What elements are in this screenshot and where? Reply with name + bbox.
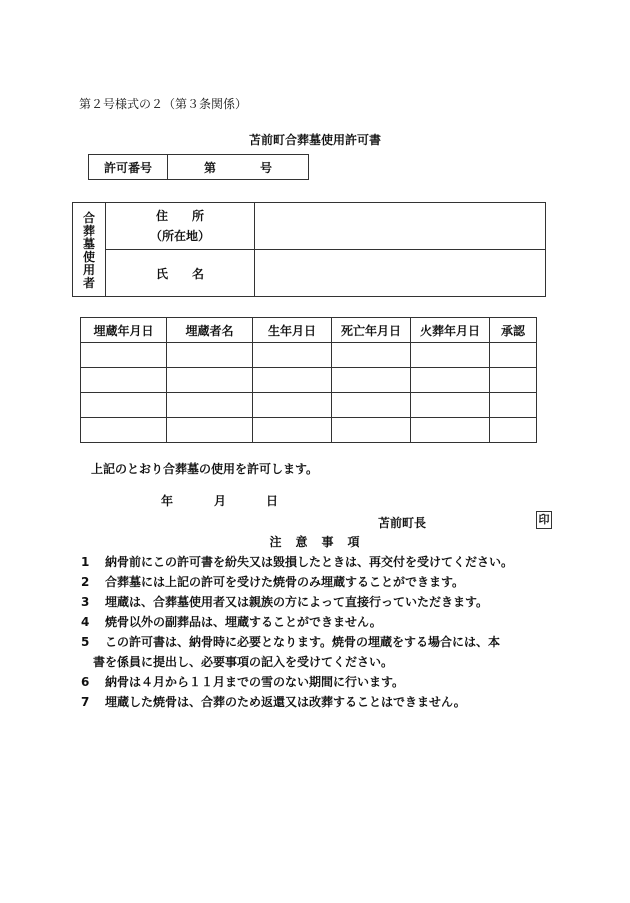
note-number: 2 (81, 575, 90, 589)
note-text: 納骨前にこの許可書を紛失又は毀損したときは、再交付を受けてください。 (105, 555, 514, 569)
table-cell[interactable] (411, 343, 490, 368)
note-number: 1 (81, 555, 90, 569)
table-row (81, 368, 537, 393)
address-label: 住 所 (155, 209, 204, 223)
table-cell[interactable] (253, 368, 332, 393)
table-cell[interactable] (332, 343, 411, 368)
permit-number-prefix: 第 (203, 160, 216, 175)
table-cell[interactable] (167, 393, 253, 418)
side-label-char: 用 (82, 262, 95, 277)
side-label-char: 墓 (82, 236, 95, 251)
table-cell[interactable] (411, 393, 490, 418)
document-title: 苫前町合葬墓使用許可書 (248, 133, 381, 147)
table-cell[interactable] (490, 393, 537, 418)
table-cell[interactable] (490, 368, 537, 393)
side-label-char: 使 (82, 249, 95, 264)
table-cell[interactable] (253, 393, 332, 418)
table-row (81, 393, 537, 418)
name-label: 氏 名 (106, 250, 255, 297)
address-label-cell (106, 203, 255, 250)
note-item (81, 613, 382, 630)
note-text: 埋蔵した焼骨は、合葬のため返還又は改葬することはできません。 (105, 695, 466, 709)
cemetery-user-side-label (73, 203, 106, 297)
column-header: 死亡年月日 (332, 318, 411, 343)
burial-records-table (80, 317, 537, 443)
column-header: 埋蔵年月日 (81, 318, 167, 343)
side-label-char: 者 (82, 275, 95, 290)
column-header: 承認 (490, 318, 537, 343)
table-cell[interactable] (253, 418, 332, 443)
note-text: この許可書は、納骨時に必要となります。焼骨の埋蔵をする場合には、本 (105, 635, 501, 649)
table-cell[interactable] (332, 368, 411, 393)
note-number: 7 (81, 695, 90, 709)
mayor-signature-label: 苫前町長 (378, 516, 427, 530)
note-item (81, 593, 488, 610)
permit-number-table (88, 154, 309, 180)
date-month-label: 月 (214, 494, 227, 508)
column-header: 火葬年月日 (411, 318, 490, 343)
note-item (81, 633, 500, 650)
table-cell[interactable] (81, 343, 167, 368)
note-item (81, 573, 464, 590)
table-cell[interactable] (253, 343, 332, 368)
table-cell[interactable] (332, 418, 411, 443)
table-cell[interactable] (490, 418, 537, 443)
table-cell[interactable] (167, 343, 253, 368)
table-row (81, 418, 537, 443)
name-field[interactable] (255, 250, 546, 297)
permit-number-suffix: 号 (260, 160, 273, 175)
permit-number-field[interactable] (168, 155, 309, 180)
table-cell[interactable] (411, 418, 490, 443)
date-day-label: 日 (266, 494, 279, 508)
note-item (81, 673, 404, 690)
note-item (81, 553, 513, 570)
form-number: 第２号様式の２（第３条関係） (79, 97, 248, 111)
permit-number-label: 許可番号 (89, 155, 168, 180)
table-cell[interactable] (167, 368, 253, 393)
table-cell[interactable] (490, 343, 537, 368)
table-cell[interactable] (81, 418, 167, 443)
table-cell[interactable] (167, 418, 253, 443)
table-cell[interactable] (411, 368, 490, 393)
note-text: 焼骨以外の副葬品は、埋蔵することができません。 (105, 615, 382, 629)
address-sub-label: （所在地） (149, 229, 210, 243)
note-number: 3 (81, 595, 90, 609)
side-label-char: 合 (82, 210, 95, 225)
note-text: 埋蔵は、合葬墓使用者又は親族の方によって直接行っていただきます。 (105, 595, 489, 609)
column-header: 生年月日 (253, 318, 332, 343)
seal-box: 印 (536, 511, 552, 529)
note-text: 合葬墓には上記の許可を受けた焼骨のみ埋蔵することができます。 (105, 575, 465, 589)
cemetery-user-table (72, 202, 546, 297)
note-number: 5 (81, 635, 90, 649)
address-field[interactable] (255, 203, 546, 250)
table-cell[interactable] (81, 368, 167, 393)
permission-statement: 上記のとおり合葬墓の使用を許可します。 (91, 462, 319, 476)
notes-title: 注 意 事 項 (269, 535, 361, 549)
column-header: 埋蔵者名 (167, 318, 253, 343)
note-continuation: 書を係員に提出し、必要事項の記入を受けてください。 (93, 655, 394, 669)
table-cell[interactable] (81, 393, 167, 418)
note-number: 4 (81, 615, 90, 629)
note-number: 6 (81, 675, 90, 689)
side-label-char: 葬 (82, 223, 95, 238)
date-year-label: 年 (161, 494, 174, 508)
table-row (81, 343, 537, 368)
note-item (81, 693, 466, 710)
note-text: 納骨は４月から１１月までの雪のない期間に行います。 (105, 675, 405, 689)
table-cell[interactable] (332, 393, 411, 418)
